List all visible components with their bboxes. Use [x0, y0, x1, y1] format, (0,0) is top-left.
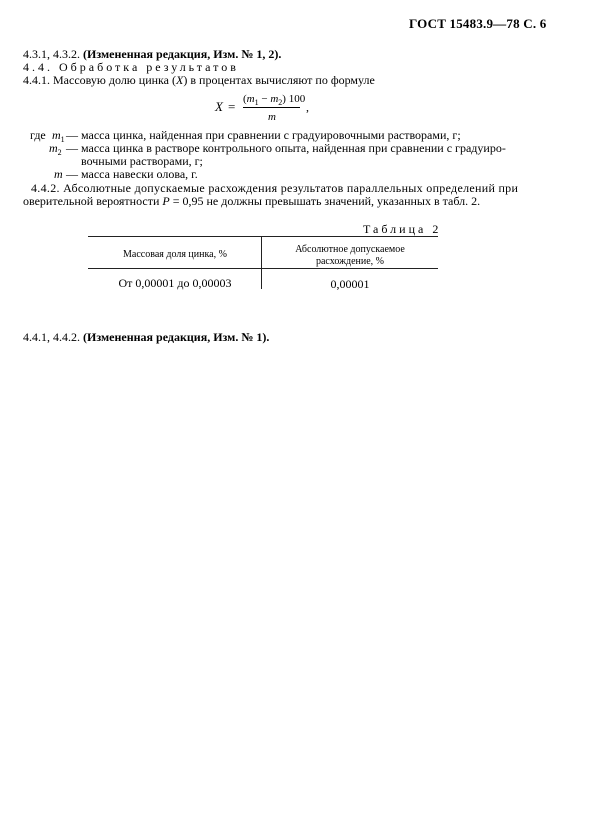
paragraph-number: 4.4.1, 4.4.2.	[23, 330, 80, 344]
formula-denominator: m	[268, 111, 276, 123]
sub-2: 2	[278, 98, 283, 107]
paren-open: (	[243, 93, 247, 105]
paragraph-441	[23, 73, 375, 87]
paragraph-text: 4.4.1. Массовую долю цинка (	[23, 73, 177, 87]
table-cell-value: 0,00001	[330, 277, 370, 291]
formula-comma: ,	[306, 100, 309, 114]
paragraph-text-cont: ) в процентах вычисляют по формуле	[183, 73, 375, 87]
amendment-note: (Измененная редакция, Изм. № 1).	[83, 330, 270, 344]
table-cell-range: От 0,00001 до 0,00003	[118, 276, 232, 290]
p442-text-cont: = 0,95 не должны превышать значений, указанных в табл. 2.	[169, 194, 481, 208]
definition-symbol-m	[54, 167, 63, 181]
def-sub: 2	[57, 148, 62, 157]
paren-close-100: ) 100	[282, 93, 306, 105]
sub-1: 1	[254, 98, 259, 107]
formula-equals: =	[228, 99, 236, 114]
p442-text: оверительной вероятности	[23, 194, 163, 208]
table-column-divider	[261, 236, 262, 289]
definition-text-m2-cont: вочными растворами, г;	[81, 154, 203, 168]
def-sub: 1	[60, 135, 65, 144]
paragraph-442-line2	[23, 194, 480, 208]
definition-text-m1: масса цинка, найденная при сравнении с градуировочными растворами, г;	[81, 128, 461, 142]
paragraph-442-line1: 4.4.2. Абсолютные допускаемые расхождения результатов параллельных определений при	[31, 181, 519, 195]
definition-text-m2: масса цинка в растворе контрольного опыта, найденная при сравнении с градуиро-	[81, 141, 506, 155]
minus-sign: −	[258, 93, 271, 105]
def-var: m	[49, 141, 58, 155]
table-header-rule	[88, 268, 438, 269]
table-header-mass-fraction: Массовая доля цинка, %	[123, 249, 227, 260]
var-m2: m	[270, 93, 279, 105]
def-var: m	[52, 128, 61, 142]
variable-p: P	[162, 194, 170, 208]
variable-x: X	[176, 73, 184, 87]
amendment-note-441-442	[23, 330, 269, 344]
definition-prefix: где	[30, 128, 46, 142]
section-heading-44: 4.4. Обработка результатов	[23, 60, 239, 74]
def-var: m	[54, 167, 63, 181]
amendment-note: (Измененная редакция, Изм. № 1, 2).	[83, 47, 282, 61]
definition-symbol-m2	[49, 141, 62, 160]
fraction-bar	[243, 107, 300, 108]
definition-dash: —	[66, 128, 78, 142]
table-top-rule	[88, 236, 438, 237]
var-m1: m	[246, 93, 255, 105]
paragraph-431-432	[23, 47, 281, 61]
definition-dash: —	[66, 141, 78, 155]
table-caption: Таблица 2	[363, 222, 442, 236]
definition-text-m: масса навески олова, г.	[81, 167, 198, 181]
document-header: ГОСТ 15483.9—78 С. 6	[409, 16, 547, 31]
paragraph-number: 4.3.1, 4.3.2.	[23, 47, 80, 61]
definition-dash: —	[66, 167, 78, 181]
formula-lhs: X	[215, 99, 223, 114]
table-header-tolerance: Абсолютное допускаемое расхождение, %	[295, 244, 405, 267]
